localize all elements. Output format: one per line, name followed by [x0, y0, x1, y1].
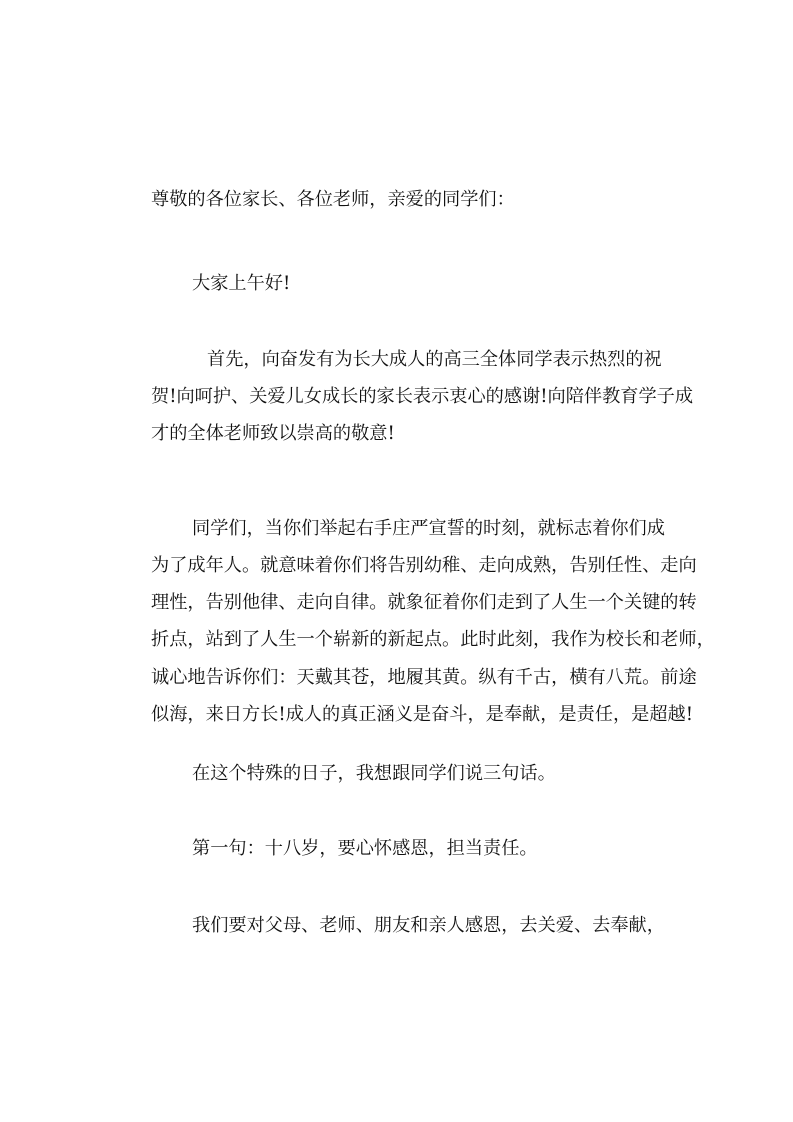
- paragraph-line: 首先，向奋发有为长大成人的高三全体同学表示热烈的祝: [207, 349, 662, 370]
- paragraph-three-sentences: 在这个特殊的日子，我想跟同学们说三句话。: [192, 763, 556, 784]
- paragraph-line: 贺!向呵护、关爱儿女成长的家长表示衷心的感谢!向陪伴教育学子成: [151, 386, 694, 407]
- first-sentence-heading: 第一句：十八岁，要心怀感恩，担当责任。: [192, 838, 538, 859]
- paragraph-line: 我们要对父母、老师、朋友和亲人感恩，去关爱、去奉献，: [192, 915, 665, 936]
- paragraph-line: 才的全体老师致以崇高的敬意!: [151, 423, 395, 444]
- paragraph-line: 诚心地告诉你们：天戴其苍，地履其黄。纵有千古，横有八荒。前途: [151, 667, 697, 688]
- paragraph-line: 理性，告别他律、走向自律。就象征着你们走到了人生一个关键的转: [151, 592, 697, 613]
- salutation: 尊敬的各位家长、各位老师，亲爱的同学们：: [151, 189, 515, 210]
- greeting: 大家上午好!: [192, 273, 291, 294]
- paragraph-line: 为了成年人。就意味着你们将告别幼稚、走向成熟，告别任性、走向: [151, 555, 697, 576]
- paragraph-line: 同学们，当你们举起右手庄严宣誓的时刻，就标志着你们成: [192, 518, 665, 539]
- paragraph-line: 折点，站到了人生一个崭新的新起点。此时此刻，我作为校长和老师，: [151, 629, 715, 650]
- paragraph-line: 似海，来日方长!成人的真正涵义是奋斗，是奉献，是责任，是超越!: [151, 704, 694, 725]
